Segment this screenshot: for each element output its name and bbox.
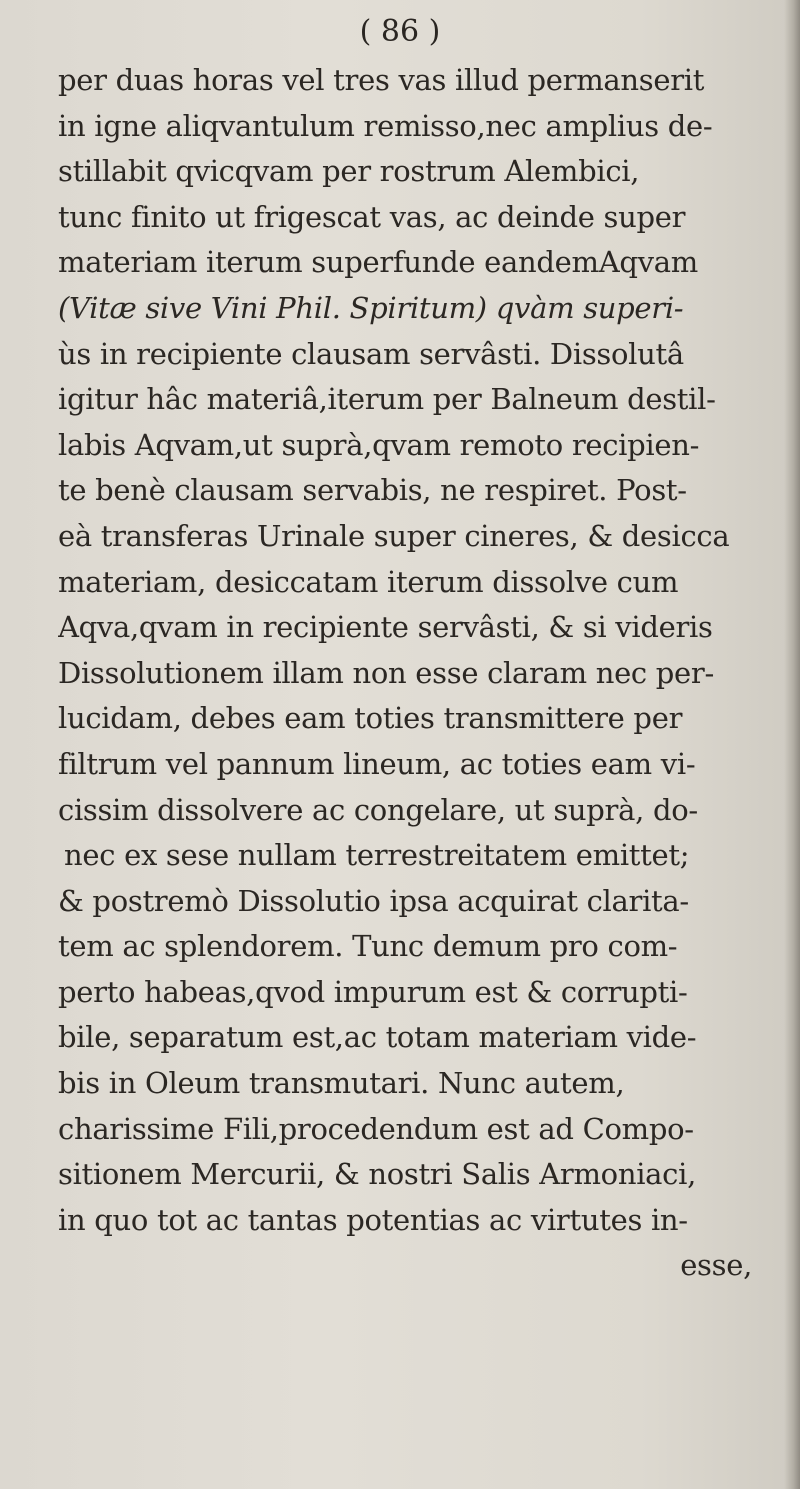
text-line-21: perto habeas,qvod impurum est & corrupti- bbox=[58, 974, 688, 1009]
text-line-1: per duas horas vel tres vas illud permanserit bbox=[58, 63, 705, 97]
text-line-11: eà transferas Urinale super cineres, & desicca bbox=[58, 518, 730, 553]
text-line-16: filtrum vel pannum lineum, ac toties eam vi- bbox=[58, 746, 696, 781]
text-line-7: ùs in recipiente clausam servâsti. Dissolutâ bbox=[58, 336, 684, 371]
text-line-5: materiam iterum superfunde eandemAqvam bbox=[58, 245, 698, 280]
text-line-22: bile, separatum est,ac totam materiam vide- bbox=[58, 1020, 697, 1055]
text-line-14: Dissolutionem illam non esse claram nec per- bbox=[58, 655, 714, 690]
text-line-26: in quo tot ac tantas potentias ac virtutes in- bbox=[58, 1202, 688, 1237]
text-line-10: te benè clausam servabis, ne respiret. Post- bbox=[58, 473, 687, 508]
text-line-18: nec ex sese nullam terrestreitatem emittet; bbox=[64, 838, 690, 873]
text-line-17: cissim dissolvere ac congelare, ut suprà, do- bbox=[58, 792, 698, 827]
body-text bbox=[58, 58, 778, 1289]
text-line-8: igitur hâc materiâ,iterum per Balneum destil- bbox=[58, 382, 716, 417]
text-line-3: stillabit qvicqvam per rostrum Alembici, bbox=[58, 154, 640, 189]
text-line-12: materiam, desiccatam iterum dissolve cum bbox=[58, 564, 679, 599]
text-line-24: charissime Fili,procedendum est ad Compo- bbox=[58, 1111, 694, 1146]
page-number: ( 86 ) bbox=[359, 14, 441, 49]
text-line-25: sitionem Mercurii, & nostri Salis Armoniaci, bbox=[58, 1157, 696, 1192]
catchword: esse, bbox=[680, 1248, 752, 1283]
text-line-4: tunc finito ut frigescat vas, ac deinde super bbox=[58, 199, 686, 234]
text-line-6: (Vitæ sive Vini Phil. Spiritum) qvàm superi- bbox=[58, 290, 684, 325]
text-line-19: & postremò Dissolutio ipsa acquirat clarita- bbox=[58, 883, 689, 918]
text-line-15: lucidam, debes eam toties transmittere per bbox=[58, 701, 683, 736]
text-line-9: labis Aqvam,ut suprà,qvam remoto recipien- bbox=[58, 427, 700, 462]
text-line-23: bis in Oleum transmutari. Nunc autem, bbox=[58, 1066, 625, 1101]
text-line-13: Aqva,qvam in recipiente servâsti, & si videris bbox=[58, 610, 713, 645]
page-edge-shadow bbox=[784, 0, 800, 1489]
text-line-2: in igne aliqvantulum remisso,nec amplius de- bbox=[58, 108, 713, 143]
text-line-20: tem ac splendorem. Tunc demum pro com- bbox=[58, 929, 678, 964]
